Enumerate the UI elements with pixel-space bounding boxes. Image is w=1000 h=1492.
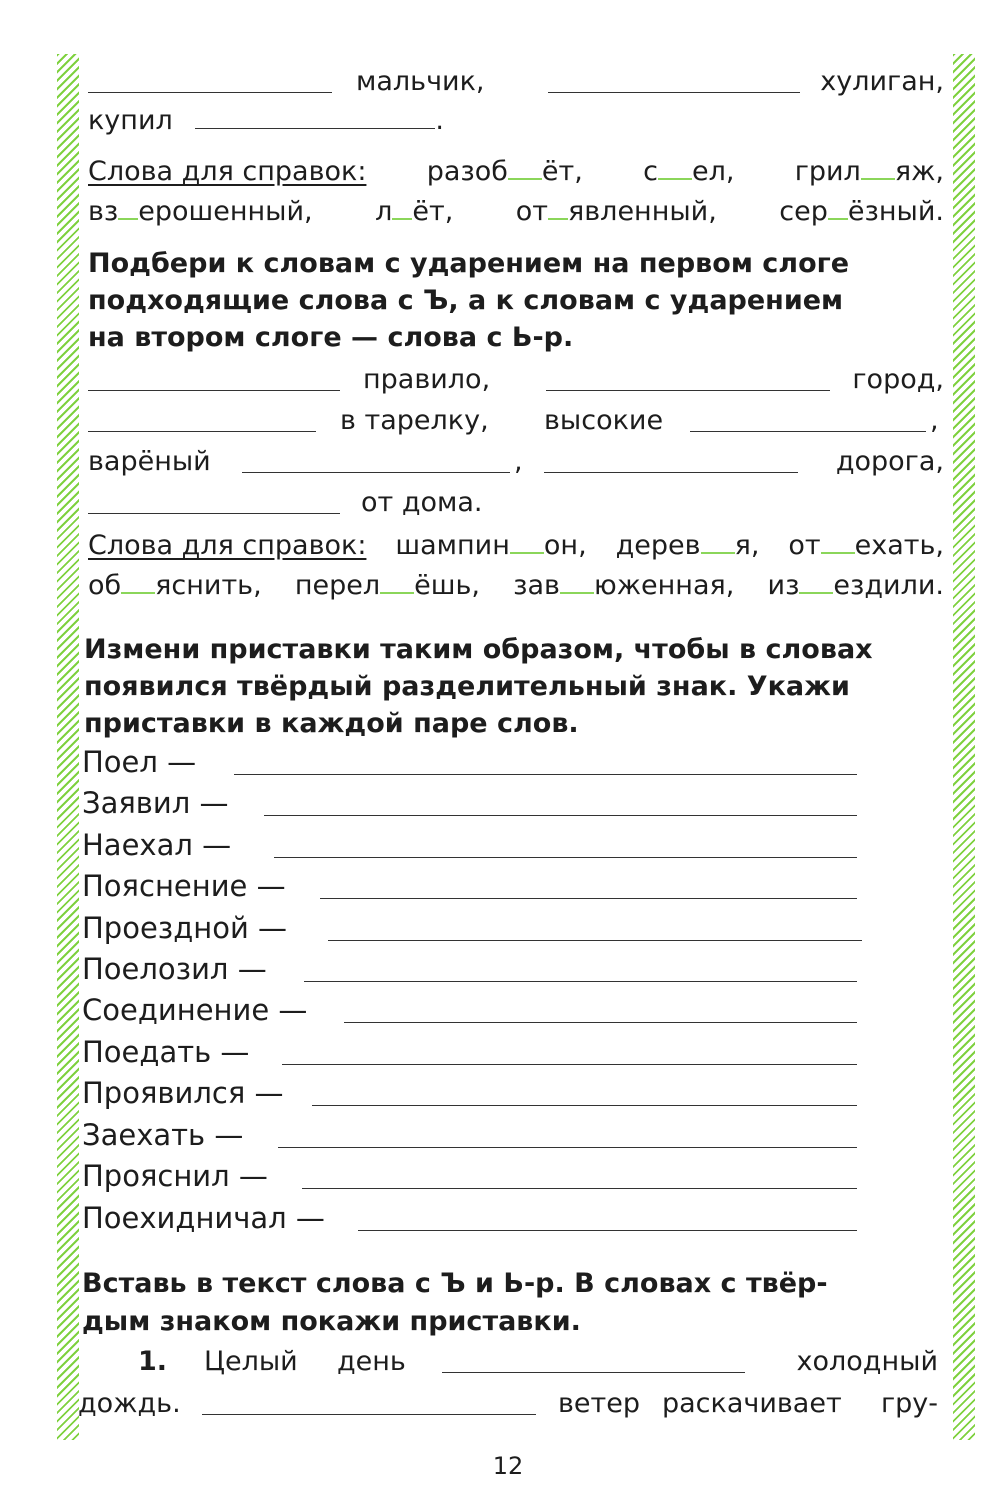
pair-word: Пояснение — [82, 869, 286, 903]
ex1-reference-line1: Слова для справок: разоб ёт, с ел, грил яж, [88, 152, 944, 192]
answer-blank[interactable] [328, 922, 862, 941]
blank[interactable] [88, 489, 340, 514]
answer-blank[interactable] [264, 797, 857, 816]
answer-blank[interactable] [344, 1004, 857, 1023]
ex3-pair [82, 825, 857, 865]
pair-word: Проявился — [82, 1076, 284, 1110]
ex1-line2 [88, 101, 944, 141]
blank[interactable] [690, 407, 926, 432]
pair-word: Поехидничал — [82, 1201, 325, 1235]
pair-word: Поелозил — [82, 952, 267, 986]
ex1-reference-line2: вз ерошенный, л ёт, от явленный, сер ёзный. [88, 196, 944, 227]
blank[interactable] [195, 104, 435, 129]
reference-label: Слова для справок: [88, 530, 367, 561]
left-hatched-border [57, 54, 79, 1440]
ex2-row2: в тарелку, высокие , [88, 401, 944, 441]
answer-blank[interactable] [320, 880, 857, 899]
blank[interactable] [88, 407, 316, 432]
page-number: 12 [492, 1452, 524, 1480]
right-hatched-border [953, 54, 975, 1440]
word: хулиган, [820, 66, 944, 97]
period: . [435, 105, 444, 136]
ex2-row4: от дома. [88, 483, 944, 523]
answer-blank[interactable] [278, 1129, 857, 1148]
word: мальчик, [356, 66, 485, 97]
ex4-instruction-1: Вставь в текст слова с Ъ и Ь-р. В словах с твёр- [82, 1268, 828, 1299]
pair-word: Поел — [82, 745, 197, 779]
ex3-pair [82, 949, 857, 989]
answer-blank[interactable] [304, 963, 857, 982]
reference-label: Слова для справок: [88, 156, 367, 187]
ex3-pair [82, 1156, 857, 1196]
ex2-instruction-2: подходящие слова с Ъ, а к словам с ударением [88, 285, 844, 316]
pair-word: Наехал — [82, 828, 232, 862]
ex3-pair [82, 908, 862, 948]
blank[interactable] [546, 366, 830, 391]
blank[interactable] [442, 1348, 745, 1373]
ex4-text-line2: дождь. ветер раскачивает гру- [78, 1388, 938, 1419]
answer-blank[interactable] [274, 839, 857, 858]
blank[interactable] [88, 366, 340, 391]
ex2-instruction-1: Подбери к словам с ударением на первом слоге [88, 248, 850, 279]
pair-word: Проездной — [82, 911, 288, 945]
ex3-pair [82, 742, 857, 782]
ex4-instruction-2: дым знаком покажи приставки. [82, 1306, 581, 1337]
answer-blank[interactable] [234, 756, 857, 775]
ex3-instruction-3: приставки в каждой паре слов. [84, 708, 579, 739]
ex1-line1 [88, 62, 944, 102]
ex4-text-line1: 1. Целый день холодный [82, 1342, 938, 1382]
ex3-pair [82, 1115, 857, 1155]
item-number: 1. [138, 1346, 168, 1377]
ex2-reference-line1: Слова для справок: шампин он, дерев я, от ехать, [88, 526, 944, 566]
blank[interactable] [88, 68, 332, 93]
ex3-pair [82, 1032, 857, 1072]
ex3-pair [82, 783, 857, 823]
answer-blank[interactable] [302, 1170, 857, 1189]
answer-blank[interactable] [312, 1087, 857, 1106]
blank[interactable] [548, 68, 800, 93]
pair-word: Заявил — [82, 786, 229, 820]
ex2-reference-line2: об яснить, перел ёшь, зав юженная, из ездили. [88, 570, 944, 601]
ex3-pair [82, 990, 857, 1030]
pair-word: Прояснил — [82, 1159, 268, 1193]
blank[interactable] [242, 448, 510, 473]
ex2-row3: варёный , дорога, [88, 446, 944, 477]
ex2-row1: правило, город, [88, 360, 944, 400]
ex3-instruction-1: Измени приставки таким образом, чтобы в словах [84, 634, 873, 665]
word: купил [88, 105, 173, 136]
ex3-pair [82, 1073, 857, 1113]
answer-blank[interactable] [358, 1212, 857, 1231]
ex2-instruction-3: на втором слоге — слова с Ь-р. [88, 322, 574, 353]
pair-word: Заехать — [82, 1118, 244, 1152]
ex3-instruction-2: появился твёрдый разделительный знак. Укажи [84, 671, 850, 702]
blank[interactable] [202, 1390, 536, 1415]
pair-word: Поедать — [82, 1035, 250, 1069]
answer-blank[interactable] [282, 1046, 857, 1065]
blank[interactable] [544, 448, 798, 473]
ex3-pair [82, 866, 857, 906]
ex3-pair [82, 1198, 857, 1238]
pair-word: Соединение — [82, 993, 308, 1027]
